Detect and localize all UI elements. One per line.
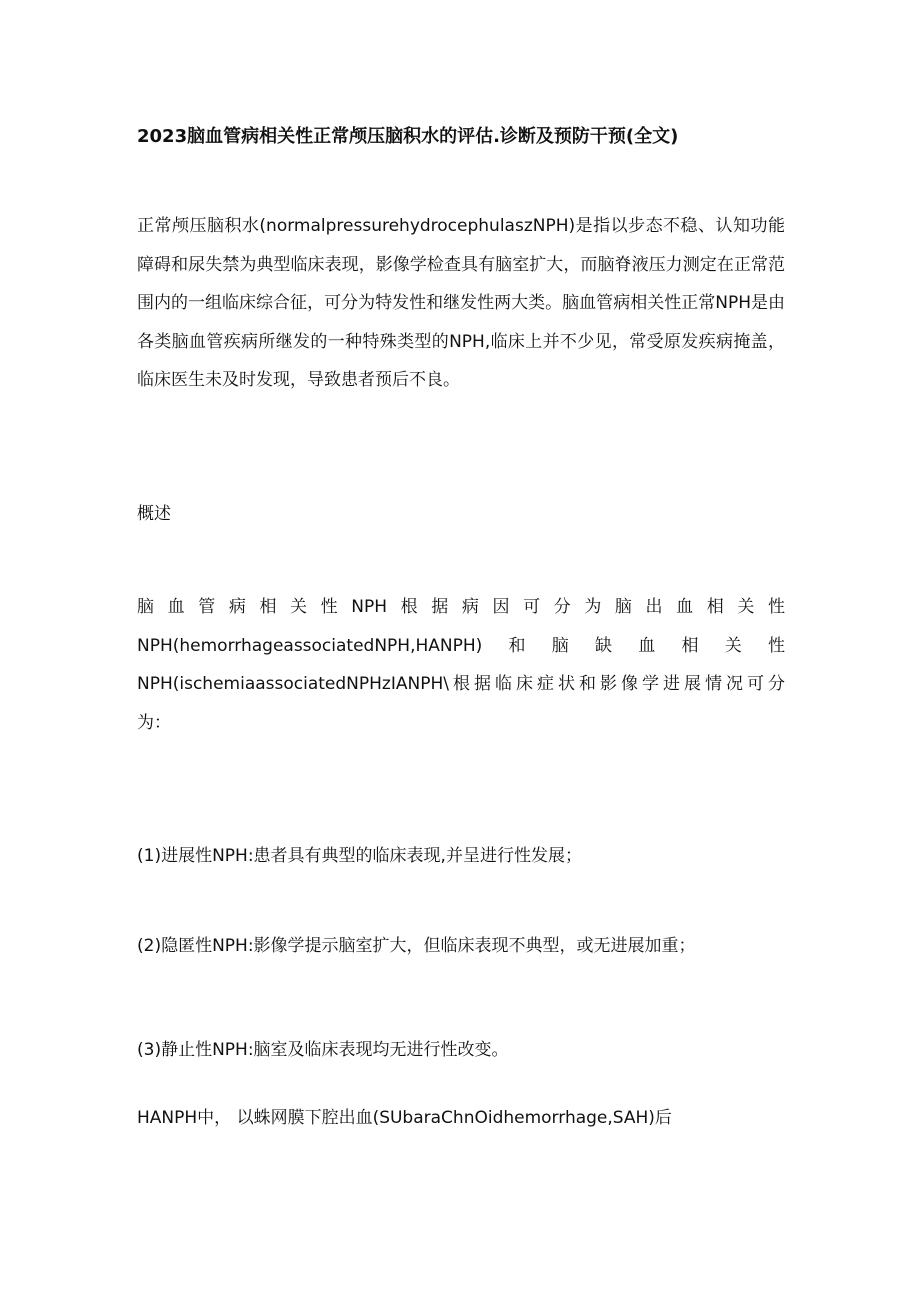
intro-paragraph: 正常颅压脑积水(normalpressurehydrocephulaszNPH)是指以步态不稳、认知功能障碍和尿失禁为典型临床表现，影像学检查具有脑室扩大，而脑脊液压力测定在正常范围内的一组临床综合征，可分为特发性和继发性两大类。脑血管病相关性正常NPH是由各类脑血管疾病所继发的一种特殊类型的NPH,临床上并不少见，常受原发疾病掩盖，临床医生未及时发现，导致患者预后不良。 xyxy=(137,216,785,390)
classification-paragraph xyxy=(137,588,785,742)
classification-line-1: 脑血管病相关性NPH根据病因可分为脑出血相关性 xyxy=(137,597,785,617)
overview-heading: 概述 xyxy=(137,504,171,524)
document-title: 2023脑血管病相关性正常颅压脑积水的评估.诊断及预防干预(全文) xyxy=(137,126,679,147)
classification-line-3: NPH(ischemiaassociatedNPHzIANPH\根据临床症状和影像学进展情况可分 xyxy=(137,674,785,694)
classification-line-4: 为： xyxy=(137,712,171,733)
list-item-progressive: (1)进展性NPH:患者具有典型的临床表现,并呈进行性发展； xyxy=(137,846,582,866)
hanph-paragraph: HANPH中， 以蛛网膜下腔出血(SUbaraChnOidhemorrhage,SAH)后 xyxy=(137,1108,672,1128)
list-item-latent: (2)隐匿性NPH:影像学提示脑室扩大，但临床表现不典型，或无进展加重； xyxy=(137,936,696,956)
classification-line-2: NPH(hemorrhageassociatedNPH,HANPH)和脑缺血相关性 xyxy=(137,635,785,656)
list-item-static: (3)静止性NPH:脑室及临床表现均无进行性改变。 xyxy=(137,1040,509,1060)
